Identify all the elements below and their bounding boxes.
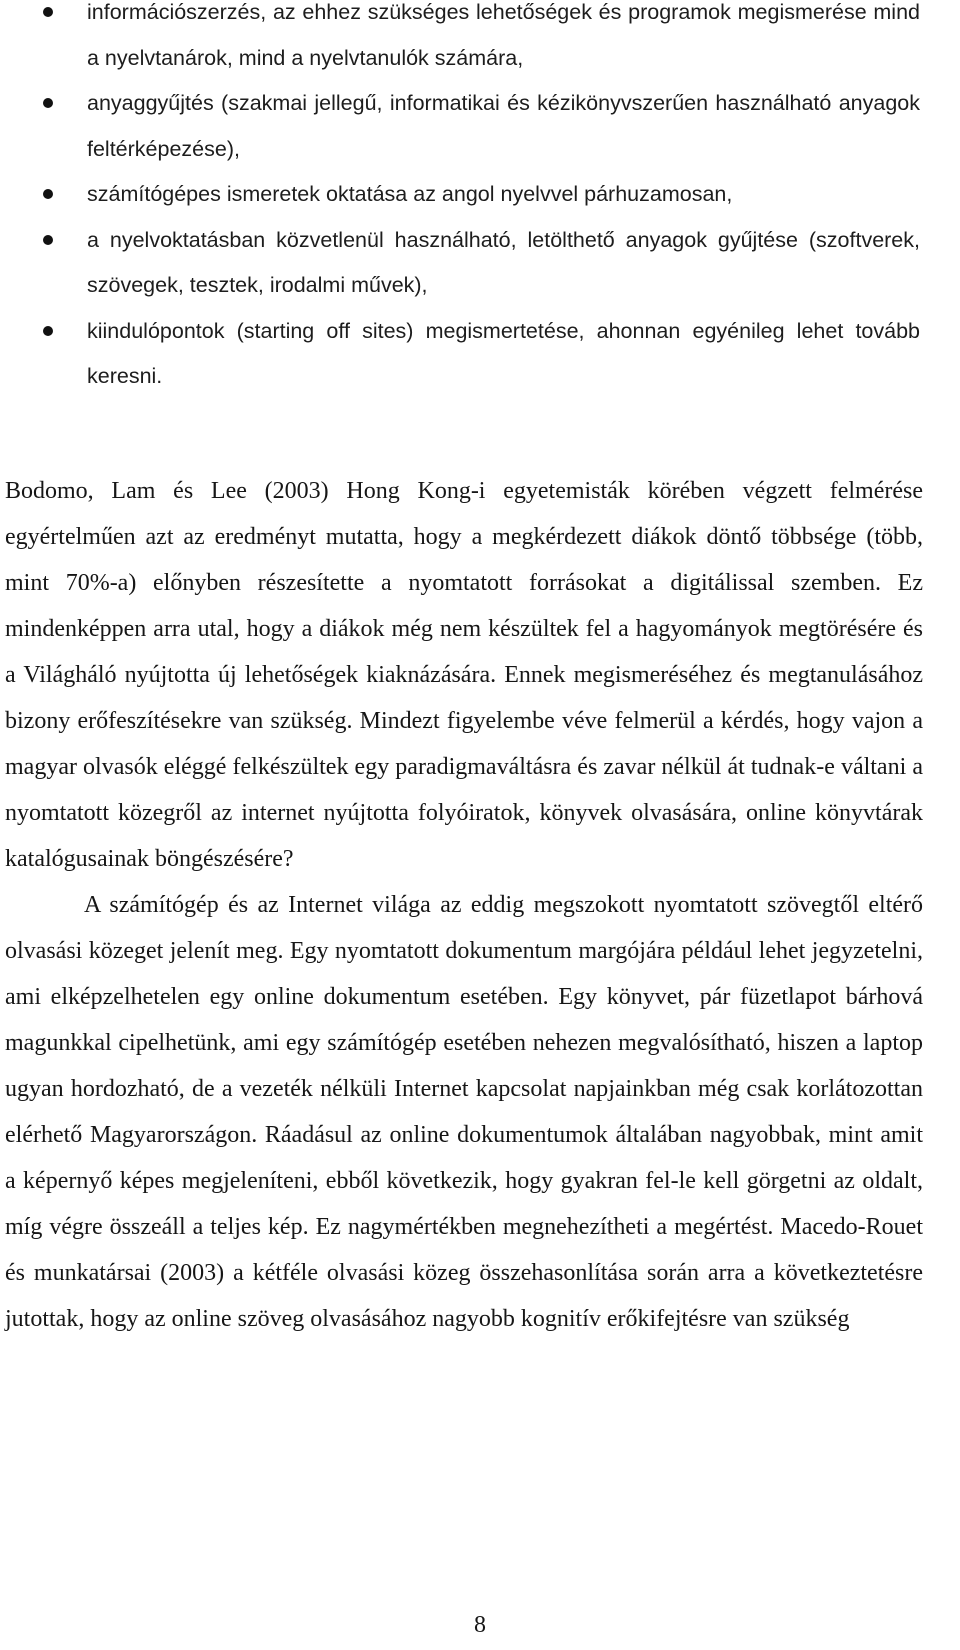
- list-item: [0, 218, 960, 309]
- paragraph-reading-medium: A számítógép és az Internet világa az eddig megszokott nyomtatott szövegtől eltérő olvasási közeget jelenít meg. Egy nyomtatott dokumentum margójára például lehet jegyzetelni, ami elképzelhetelen egy online dokumentum esetében. Egy könyvet, pár füzetlapot bárhová magunkkal cipelhetünk, ami egy számítógép esetében nehezen megvalósítható, hiszen a laptop ugyan hordozható, de a vezeték nélküli Internet kapcsolat napjainkban még csak korlátozottan elérhető Magyarországon. Ráadásul az online dokumentumok általában nagyobbak, mint amit a képernyő képes megjeleníteni, ebből következik, hogy gyakran fel-le kell görgetni az oldalt, míg végre összeáll a teljes kép. Ez nagymértékben megnehezítheti a megértést. Macedo-Rouet és munkatársai (2003) a kétféle olvasási közeg összehasonlítása során arra a következtetésre jutottak, hogy az online szöveg olvasásához nagyobb kognitív erőkifejtésre van szükség: [5, 892, 923, 1332]
- bullet-icon: [43, 326, 53, 336]
- list-item-text: számítógépes ismeretek oktatása az angol nyelvvel párhuzamosan,: [87, 182, 733, 206]
- paragraph-bodomo-study: Bodomo, Lam és Lee (2003) Hong Kong-i egyetemisták körében végzett felmérése egyértelműen azt az eredményt mutatta, hogy a megkérdezett diákok döntő többsége (több, mint 70%-a) előnyben részesítette a nyomtatott forrásokat a digitálissal szemben. Ez mindenképpen arra utal, hogy a diákok még nem készültek fel a hagyományok megtörésére és a Világháló nyújtotta új lehetőségek kiaknázására. Ennek megismeréséhez és megtanulásához bizony erőfeszítésekre van szükség. Mindezt figyelembe véve felmerül a kérdés, hogy vajon a magyar olvasók eléggé felkészültek egy paradigmaváltásra és zavar nélkül át tudnak-e váltani a nyomtatott közegről az internet nyújtotta folyóiratok, könyvek olvasására, online könyvtárak katalógusainak böngészésére?: [5, 478, 923, 872]
- list-item-text: a nyelvoktatásban közvetlenül használható, letölthető anyagok gyűjtése (szoftverek, szövegek, tesztek, irodalmi művek),: [87, 227, 920, 297]
- bullet-icon: [43, 189, 53, 199]
- bullet-icon: [43, 98, 53, 108]
- bullet-icon: [43, 7, 53, 17]
- list-item: [0, 81, 960, 172]
- body-text: [0, 468, 960, 1342]
- bullet-icon: [43, 235, 53, 245]
- bullet-list: [0, 0, 960, 400]
- list-item-text: kiindulópontok (starting off sites) megismertetése, ahonnan egyénileg lehet tovább keresni.: [87, 318, 920, 388]
- list-item: [0, 172, 960, 218]
- list-item-text: anyaggyűjtés (szakmai jellegű, informatikai és kézikönyvszerűen használható anyagok feltérképezése),: [87, 91, 920, 161]
- list-item: [0, 0, 960, 81]
- page-number: 8: [474, 1612, 486, 1638]
- list-item-text: információszerzés, az ehhez szükséges lehetőségek és programok megismerése mind a nyelvtanárok, mind a nyelvtanulók számára,: [87, 0, 920, 70]
- list-item: [0, 309, 960, 400]
